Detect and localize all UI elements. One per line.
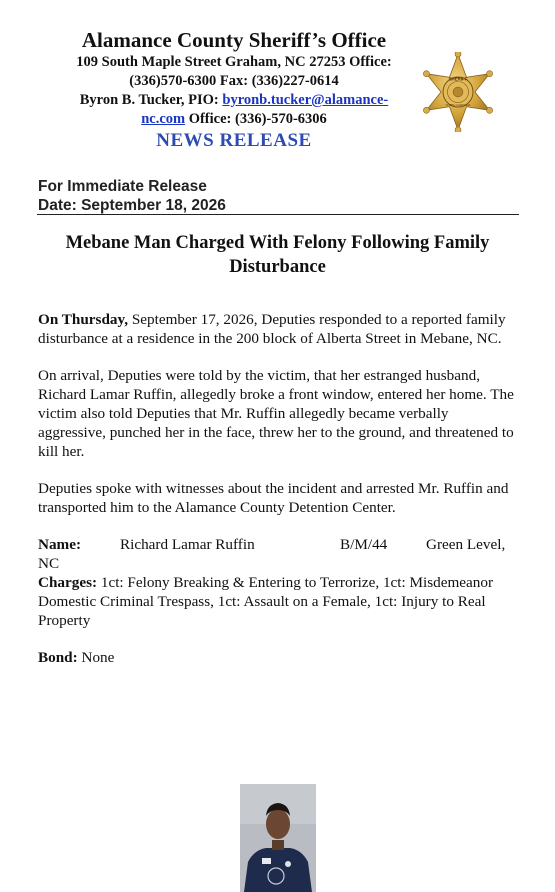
paragraph-1 [38, 310, 518, 348]
charges-value: 1ct: Felony Breaking & Entering to Terrorize, 1ct: Misdemeanor Domestic Criminal Trespass, 1ct: Assault on a Female, 1ct: Injury to Real Property [38, 574, 494, 629]
charges-fact [38, 573, 518, 630]
demographic: B/M/44 [340, 536, 388, 553]
paragraph-3: Deputies spoke with witnesses about the incident and arrested Mr. Ruffin and transported him to the Alamance County Detention Center. [38, 480, 509, 516]
bond-fact [38, 648, 518, 667]
paragraph-1-lead: On Thursday, [38, 311, 129, 328]
pio-name: Byron B. Tucker, PIO: [79, 92, 223, 108]
headline: Mebane Man Charged With Felony Following Family Disturbance [65, 233, 490, 277]
bond-label: Bond: [38, 649, 78, 666]
news-release-title: NEWS RELEASE [156, 130, 312, 151]
article-body [38, 310, 518, 685]
charges-label: Charges: [38, 574, 98, 591]
sheriff-star-badge-icon [423, 52, 493, 132]
svg-text:SHERIFF: SHERIFF [448, 76, 468, 82]
residence-cont: NC [38, 555, 60, 572]
paragraph-1-text: September 17, 2026, Deputies responded to a reported family disturbance at a residence in the 200 block of Alberta Street in Mebane, NC. [38, 311, 506, 347]
svg-text:NORTH CAROLINA: NORTH CAROLINA [445, 103, 471, 107]
divider [37, 214, 519, 215]
pio-email-link-cont[interactable]: nc.com [141, 111, 186, 127]
pio-office-phone: Office: (336)-570-6306 [185, 111, 327, 127]
name-fact [38, 535, 518, 573]
pio-line [0, 91, 468, 110]
bond-value: None [77, 649, 115, 666]
org-name: Alamance County Sheriff’s Office [81, 28, 387, 52]
pio-email-link[interactable]: byronb.tucker@alamance- [222, 92, 389, 108]
name-value: Richard Lamar Ruffin [120, 536, 255, 553]
phone-fax-line: (336)570-6300 Fax: (336)227-0614 [129, 73, 339, 89]
pio-line-2 [0, 110, 468, 129]
immediate-release-label: For Immediate Release [38, 178, 207, 195]
paragraph-2: On arrival, Deputies were told by the victim, that her estranged husband, Richard Lamar Ruffin, allegedly broke a front window, entered her home. The victim also told Deputies that Mr. Ruffin allegedly became verbally aggressive, punched her in the face, threw her to the ground, and threatened to kill her. [38, 367, 514, 460]
release-info [38, 177, 226, 215]
letterhead [0, 28, 468, 152]
name-label: Name: [38, 536, 82, 553]
address-line: 109 South Maple Street Graham, NC 27253 Office: [76, 54, 392, 70]
release-date: Date: September 18, 2026 [38, 197, 226, 214]
residence: Green Level, [426, 536, 506, 553]
mugshot-photo [240, 784, 316, 892]
